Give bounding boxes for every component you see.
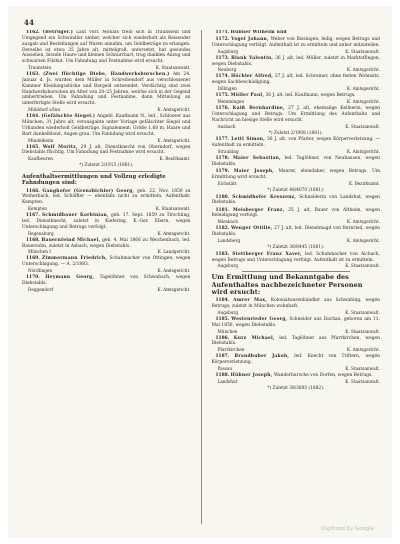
notice-entry [212, 30, 381, 36]
entry-signature [212, 219, 381, 225]
entry-text: Tagelöhner von Schwabach, wegen Diebstahls. [22, 275, 191, 286]
signature-authority: K. Staatsanwalt. [345, 309, 380, 315]
entry-text: Laut vorl. Monats treib sich in Traunstein und Umgegend ein Schwindler umher, welcher sich wiederholt als Reisender ausgab und Bestellungen auf Waren annahm, um Geldbeträge zu erlangen. Derselbe ist etwa 35 Jahre alt, mittelgroß, untersetzt, hat gesundes Aussehen, blonde Haare und kleinen Schnurrbart, trug dunklen Anzug und schwarzen Filzhut. Um Fahndung und Festnahme wird ersucht. [22, 30, 191, 65]
entry-name: Vogel Johann, [231, 37, 269, 43]
signature-place: Augsburg [217, 263, 239, 269]
entry-number: 1172. [215, 37, 230, 43]
entry-name: (Zwei flüchtige Diebe, Handwerksburschen.) [43, 72, 170, 78]
entry-number: 1179. [215, 169, 230, 175]
signature-authority: K. Amtsgericht. [157, 268, 191, 274]
revocation-note: *) Zuletzt 36/8445 (1881). [267, 244, 325, 250]
entry-signature [212, 347, 381, 353]
notice-entry [212, 93, 381, 105]
signature-authority: K. Staatsanwalt. [155, 206, 191, 212]
entry-name: Kaiß Bernhardine, [232, 106, 285, 112]
signature-place: Pfarrkirchen [217, 347, 245, 353]
notice-entry [22, 72, 191, 113]
signature-place: München [217, 328, 238, 334]
entry-signature [212, 49, 381, 55]
entry-name: Meisberger Franz, [232, 207, 285, 213]
entry-name: Schmidbauer Korbinian, [42, 213, 109, 219]
entry-text: geb. 17. Sept. 1859 zu Tirschling, led. Dienstknecht, zuletzt in Kiefering, K.-Ger. Ebern, wegen Unterschlagung und Betrugs verfolgt. [22, 213, 191, 230]
digitized-watermark: Digitized by Google [321, 526, 374, 532]
signature-authority: K. Staatsanwalt. [345, 328, 380, 334]
entry-signature [22, 268, 191, 274]
signature-place: Mindelheim [28, 137, 54, 143]
entry-number: 1170. [26, 275, 40, 281]
entry-signature [22, 107, 191, 113]
entry-name: Westenrieder Georg, [231, 316, 288, 322]
entry-number: 1177. [215, 137, 230, 143]
entry-number: 1183. [215, 251, 230, 257]
signature-authority: K. Bezirksamt. [159, 156, 191, 162]
notice-entry [22, 275, 191, 293]
entry-text: Schneiderin von Landshut, wegen Diebstahls. [211, 194, 380, 206]
entry-text: Schneider aus Dachau, geboren am 11. Mai 1856, wegen Diebstahls. [211, 316, 380, 328]
entry-group [212, 30, 381, 129]
entry-number: 1173. [215, 55, 230, 61]
entry-number: 1182. [215, 226, 230, 232]
entry-number: 1171. [215, 30, 230, 35]
entry-group [212, 252, 381, 270]
entry-number: 1175. [215, 93, 230, 99]
notice-entry [212, 169, 381, 187]
entry-text: 29 J. alt, Dienstknecht von Oberndorf, wegen Diebstahls flüchtig. Um Fahndung und Festnahme wird ersucht. [22, 144, 191, 156]
signature-place: München I [28, 249, 51, 255]
entry-text: 36 J. alt, von Pfatter, wegen Körperverletzung. — Aufenthalt zu ermitteln. [211, 137, 380, 149]
entry-number: 1165. [26, 144, 40, 150]
entry-text: 27 J. alt, ehemalige Kellnerin, wegen Unterschlagung und Betrugs. Um Ermittlung des Aufenthalts und Nachricht an hiesige Stelle wird ersucht. [211, 106, 380, 123]
signature-place: Mühldorf a/Inn [28, 107, 61, 113]
signature-place: Ansbach [217, 123, 236, 129]
notice-entry [22, 256, 191, 274]
signature-authority: K. Amtsgericht. [157, 107, 191, 113]
entry-text: Schuhmacher von Ottingen, wegen Unterschlagung. — A. 2/1883. [22, 256, 191, 268]
entry-name: Heymann Georg, [45, 275, 95, 281]
signature-authority: K. Amtsgericht. [157, 137, 191, 143]
notice-entry [22, 238, 191, 256]
entry-number: 1169. [26, 256, 40, 262]
entry-signature [22, 287, 191, 293]
entry-text: led. Taglöhner aus Pfarrkirchen, wegen Diebstahls. [211, 335, 380, 347]
signature-place: Eichstätt [217, 180, 237, 186]
entry-signature [22, 65, 191, 71]
signature-authority: K. Staatsanwalt. [345, 48, 380, 54]
signature-place: Traunstein [28, 65, 52, 71]
notice-entry [212, 317, 381, 335]
notice-entry [212, 56, 381, 74]
signature-authority: K. Amtsgericht. [346, 99, 380, 105]
entry-number: 1184. [215, 298, 230, 304]
notice-entry [212, 336, 381, 354]
notice-entry [212, 74, 381, 92]
entry-name: Wolf Moritz, [42, 144, 78, 150]
entry-number: 1186. [215, 335, 230, 341]
entry-text: geb. 4. Mai 1866 zu Weichenbach, led. Bauersohn, zuletzt in Asbach, wegen Diebstahls. [22, 237, 191, 249]
right-column [212, 30, 381, 524]
signature-authority: K. Amtsgericht. [346, 347, 380, 353]
notice-entry [22, 30, 191, 71]
entry-name: Zimmermann Friedrich, [42, 256, 108, 262]
entry-name: (Betrüger.) [42, 30, 74, 35]
entry-signature [212, 310, 381, 316]
entry-signature [212, 181, 381, 187]
entry-text: geb. 22. Nov. 1859 zu Weiherbach, led. Schäffler — ebenfalls nicht zu ermitteln. Aufenthalt: Kempten. [22, 188, 191, 206]
entry-signature [22, 249, 191, 255]
entry-name: Höchler Alfred, [231, 74, 274, 80]
entry-signature [22, 231, 191, 237]
two-column-body [22, 30, 380, 524]
entry-signature [212, 124, 381, 130]
entry-name: Maier Joseph, [233, 169, 275, 175]
entry-signature [212, 366, 381, 372]
signature-place: Augsburg [217, 48, 239, 54]
entry-number: 1178. [215, 156, 230, 162]
entry-text: Angebl. Kaufmann N., led., Schlosser aus München, 31 Jahre alt, verausgabte unter Vorlage gefälschter Siegel und Urkunden wiederholt Geldbeträge. Signalement: Größe 1,68 m, Haare und Bart dunkelblond, Augen grau. Um Fahndung wird ersucht. [22, 114, 191, 137]
signature-authority: K. Amtsgericht. [157, 230, 191, 236]
entry-text: 36 J. alt, led. Müller, zuletzt in Marktoffingen, wegen Diebstahls. [211, 55, 380, 67]
entry-name: Müller Paul, [230, 93, 265, 99]
signature-authority: K. Amtsgericht. [346, 86, 380, 92]
signature-place: Neuburg [217, 67, 237, 73]
gazette-page [8, 6, 392, 538]
notice-entry [212, 37, 381, 55]
revocation-note: *) Zuletzt 2/1915 (1881). [79, 163, 134, 169]
entry-name: Lettl Simon, [231, 137, 266, 143]
signature-place: Augsburg [217, 309, 239, 315]
divider [52, 171, 161, 172]
signature-place: Regensburg [28, 230, 54, 236]
entry-signature [22, 138, 191, 144]
signature-place: Straubing [217, 149, 239, 155]
entry-signature [212, 379, 381, 385]
entry-signature [212, 263, 381, 269]
entry-text: Am 24. Januar d. Js. wurden dem Müller in Schreibendorf aus verschlossener Kammer Kleidungsstücke und Bargeld entwendet. Verdächtig sind zwei Handwerksburschen im Alter von 20–25 Jahren, welche sich in der Gegend umhertrieben. Um Fahndung und Festnahme, dann Mitteilung an unterfertigte Stelle wird ersucht. [22, 72, 191, 107]
entry-name: Wenger Ottilie, [230, 226, 273, 232]
signature-authority: K. Landgericht. [157, 249, 191, 255]
section-heading: Aufenthaltsermittlungen und Vollzug erledigte Fahndungen sind: [22, 174, 166, 187]
signature-place: Nördlingen [28, 268, 53, 274]
signature-place: Landshut [217, 378, 238, 384]
section-heading: Um Ermittlung und Bekanntgabe des Aufenthaltes nachbezeichneter Personen wird ersucht: [211, 273, 363, 296]
entry-text: led. Knecht von Triftern, wegen Körperverletzung. [211, 354, 380, 366]
signature-authority: K. Amtsgericht. [346, 149, 380, 155]
notice-entry [212, 137, 381, 155]
notice-entry [212, 156, 381, 168]
entry-text: Maurer, ebendaher, wegen Betrugs. Um Ermittlung wird ersucht. [211, 169, 380, 180]
entry-signature [22, 156, 191, 162]
entry-text: 36 J. alt, led. Kaufmann, wegen Betrugs. [265, 93, 356, 99]
entry-text: led. Taglöhner, von Neuhausen, wegen Diebstahls. [211, 156, 380, 168]
entry-text: Wanderbursche von Dorfen, wegen Betrugs. [273, 373, 373, 379]
notice-entry [212, 195, 381, 207]
entry-name: Bauernfeind Michael, [41, 237, 101, 243]
divider [242, 271, 351, 272]
entry-number: 1188. [215, 373, 230, 379]
entry-number: 1168. [26, 237, 40, 243]
entry-number: 1166. [26, 188, 40, 194]
entry-signature [212, 149, 381, 155]
entry-name: Blank Valentin, [231, 55, 274, 61]
entry-text: Weber von Bissingen, ledig, wegen Betrugs und Unterschlagung verfolgt. Aufenthalt ist zu ermitteln und anher mitzuteilen. [211, 37, 380, 48]
entry-text: 27 J. alt, led. Schreiner, ohne festen Wohnsitz, wegen Sachbeschädigung. [211, 74, 380, 86]
revocation-note: *) Zuletzt 48/4070 (1881). [267, 187, 325, 193]
entry-number: 1181. [215, 207, 230, 213]
entry-group [212, 195, 381, 244]
signature-authority: K. Amtsgericht. [157, 286, 191, 292]
entry-signature [212, 329, 381, 335]
notice-entry [212, 298, 381, 316]
notice-entry [212, 106, 381, 129]
signature-authority: K. Staatsanwalt. [345, 123, 380, 129]
entry-number: 1180. [215, 194, 230, 200]
notice-entry [22, 189, 191, 212]
entry-name: Stettberger Franz Xaver, [232, 251, 302, 257]
entry-signature [212, 238, 381, 244]
signature-place: Landsberg [217, 237, 241, 243]
revocation-note: *) Zuletzt 2/1908 (1881). [268, 130, 323, 136]
signature-authority: K. Bezirksamt. [348, 180, 380, 186]
signature-authority: K. Staatsanwalt. [345, 378, 380, 384]
signature-authority: K. Amtsgericht. [346, 67, 380, 73]
entry-name: Maier Sebastian, [232, 156, 281, 162]
signature-place: Deggendorf [28, 286, 54, 292]
entry-text: 25 J. alt, Bauer von Altheim, wegen Beleidigung verfolgt. [211, 207, 380, 219]
signature-place: Miesbach [217, 219, 238, 225]
entry-name: Kurz Michael, [233, 335, 275, 341]
entry-signature [22, 206, 191, 212]
notice-entry [212, 208, 381, 226]
entry-text: 27 J. alt, led. Dienstmagd von Bernried, wegen Diebstahls. [211, 226, 380, 238]
notice-entry [22, 213, 191, 236]
entry-number: 1185. [215, 316, 230, 322]
entry-number: 1163. [26, 72, 40, 78]
entry-text: led. Schuhmacher von Aichach, wegen Betrugs und Unterschlagung verfolgt. Aufenthalt ist zu ermitteln. [211, 251, 380, 263]
notice-entry [212, 373, 381, 385]
entry-number: 1176. [215, 106, 230, 112]
signature-place: Passau [217, 366, 233, 372]
entry-signature [212, 99, 381, 105]
entry-number: 1164. [26, 114, 40, 120]
entry-number: 1167. [26, 213, 40, 219]
entry-name: Schmidhofer Kreszenz, [232, 194, 297, 200]
entry-signature [212, 86, 381, 92]
entry-name: Brandhuber Jakob, [234, 354, 290, 360]
signature-place: Kempten [28, 206, 48, 212]
notice-entry [212, 252, 381, 270]
page-number: 44 [24, 18, 35, 27]
entry-text: Kolonialwarenhändler aus Schwabing, wegen Betrugs; zuletzt in München wohnhaft. [211, 298, 380, 310]
entry-name: Amrer Max, [233, 298, 268, 304]
signature-place: Memmingen [217, 99, 245, 105]
entry-name: (Gefälschte Siegel.) [41, 114, 96, 120]
entry-number: 1174. [215, 74, 230, 80]
entry-number: 1187. [215, 354, 230, 360]
signature-authority: K. Staatsanwalt. [155, 65, 191, 71]
entry-name: Hübner Joseph, [230, 373, 273, 379]
entry-number: 1162. [26, 30, 40, 35]
entry-group [212, 137, 381, 186]
column-divider [201, 30, 202, 524]
notice-entry [22, 114, 191, 143]
entry-group [212, 298, 381, 385]
notice-entry [212, 226, 381, 244]
notice-entry [212, 354, 381, 372]
signature-place: Dillingen [217, 86, 237, 92]
signature-authority: K. Staatsanwalt. [345, 366, 380, 372]
entry-name: Ganghofer (Grenzbichler) Georg, [42, 188, 135, 194]
entry-signature [212, 67, 381, 73]
signature-authority: K. Staatsanwalt. [345, 263, 380, 269]
signature-place: Kaufbeuren [28, 156, 53, 162]
left-column [22, 30, 191, 524]
revocation-note: *) Zuletzt 38/3605 (1882). [267, 385, 325, 391]
entry-group [22, 189, 191, 293]
entry-group [22, 30, 191, 162]
signature-authority: K. Amtsgericht. [346, 219, 380, 225]
notice-entry [22, 145, 191, 163]
entry-name: Hübner Wilhelm und [230, 30, 287, 35]
signature-authority: K. Amtsgericht. [346, 237, 380, 243]
